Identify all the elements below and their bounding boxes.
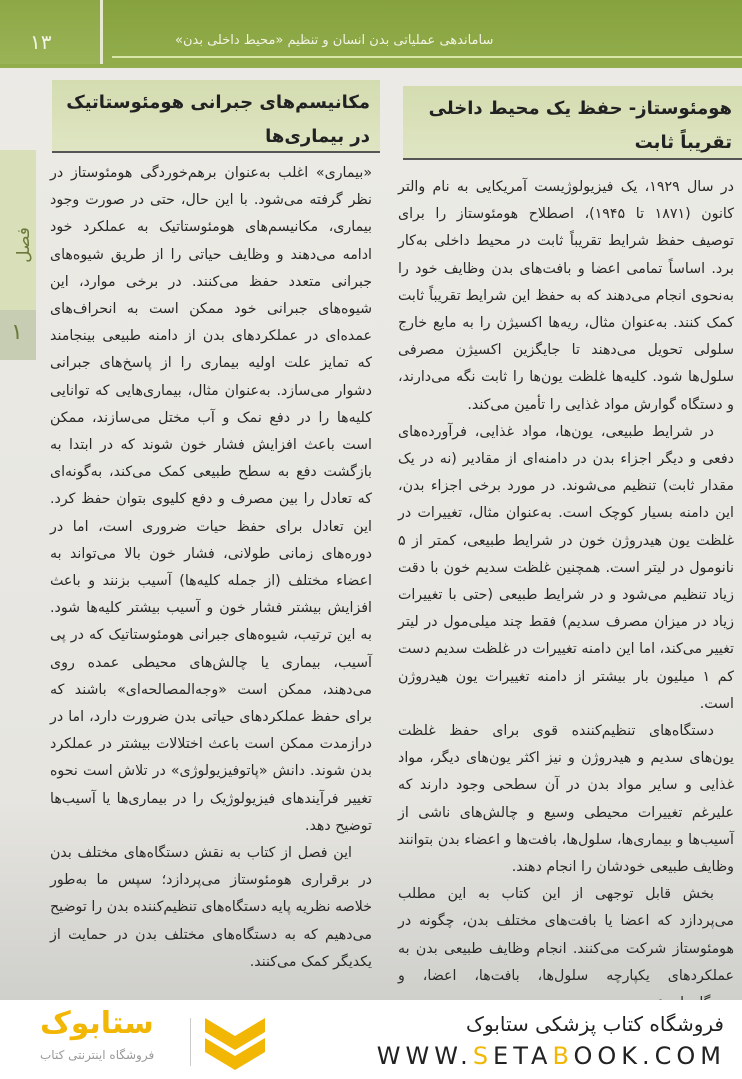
page-header-band (0, 0, 742, 68)
store-title: فروشگاه کتاب پزشکی ستابوک (466, 1012, 724, 1036)
page-number-box (0, 0, 103, 64)
logo-wordmark: ستابوک (40, 1006, 154, 1041)
chevron-logo-icon (205, 1014, 265, 1070)
logo-divider (190, 1018, 191, 1066)
watermark-footer (0, 1000, 742, 1079)
logo-subtitle: فروشگاه اینترنتی کتاب (40, 1048, 155, 1062)
paragraph: این فصل از کتاب به نقش دستگاه‌های مختلف بدن در برقراری هومئوستاز می‌پردازد؛ سپس ما به‌طور خلاصه نظریه پایه دستگاه‌های تنظیم‌کننده بدن را توضیح می‌دهیم که به دستگاه‌های مختلف بدن در حمایت از یکدیگر کمک می‌کنند. (50, 845, 372, 970)
header-rule (112, 56, 742, 58)
url-part: ETA (493, 1042, 553, 1070)
paragraph: دستگاه‌های تنظیم‌کننده قوی برای حفظ غلظت یون‌های سدیم و هیدروژن و نیز اکثر یون‌های دیگر، مواد غذایی و سایر مواد بدن در آن سطحی وجود دارند که علیرغم تغییرات محیطی وسیع و چالش‌های ناشی از آسیب‌ها و بیماری‌ها، سلول‌ها، بافت‌ها و اعضاء بدن بتوانند وظایف طبیعی خودشان را انجام دهند. (398, 723, 734, 876)
paragraph: بخش قابل توجهی از این کتاب به این مطلب می‌پردازد که اعضا یا بافت‌های مختلف بدن، چگونه در هومئوستاز شرکت می‌کنند. انجام وظایف طبیعی بدن به عملکردهای یکپارچه سلول‌ها، بافت‌ها، اعضا، و (398, 886, 734, 984)
left-column-text (50, 160, 372, 976)
running-title: ساماندهی عملیاتی بدن انسان و تنظیم «محیط داخلی بدن» (175, 33, 494, 48)
section-heading-compensatory: مکانیسم‌های جبرانی هومئوستاتیک در بیماری‌ها (52, 80, 380, 153)
chapter-tab-number: ۱ (11, 320, 23, 345)
page-number: ۱۳ (30, 30, 52, 54)
url-part: S (472, 1042, 494, 1070)
right-column-text (398, 174, 734, 1017)
url-part: WWW. (376, 1042, 473, 1070)
paragraph: در شرایط طبیعی، یون‌ها، مواد غذایی، فرآورده‌های دفعی و دیگر اجزاء بدن در دامنه‌ای از مقادیر (نه در یک مقدار ثابت) تنظیم می‌شوند. در مورد برخی اجزاء بدن، این دامنه بسیار کوچک است. به‌عنوان مثال، تغییرات در غلظت یون هیدروژن خون در شرایط طبیعی، کمتر از ۵ نانومول در لیتر است. همچنین غلظت سدیم خون با دقت زیاد تنظیم می‌شود و در شرایط طبیعی (حتی با تغییرات زیاد در میزان مصرف سدیم) فقط چند میلی‌مول در لیتر تغییر می‌کند، اما این دامنه تغییرات در غلظت سدیم دست کم ۱ میلیون بار بیشتر از دامنه تغییرات یون هیدروژن است. (398, 423, 734, 712)
paragraph: در سال ۱۹۲۹، یک فیزیولوژیست آمریکایی به نام والتر کانون (۱۸۷۱ تا ۱۹۴۵)، اصطلاح هومئوستاز را برای توصیف حفظ شرایط تقریباً ثابت در محیط داخلی به‌کار برد. اساساً تمامی اعضا و بافت‌های بدن وظایف خود را به‌نحوی انجام می‌دهند که به حفظ این شرایط تقریباً ثابت کمک کنند. به‌عنوان مثال، ریه‌ها اکسیژن را به مایع خارج سلولی تحویل می‌دهند تا جایگزین اکسیژن مصرفی سلول‌ها شود. کلیه‌ها غلظت یون‌ها را ثابت نگه می‌دارند، و دستگاه گوارش مواد غذایی را تأمین می‌کند. (398, 179, 735, 413)
url-part: B (552, 1042, 574, 1070)
store-url[interactable] (377, 1042, 726, 1070)
paragraph: «بیماری» اغلب به‌عنوان برهم‌خوردگی هومئوستاز در نظر گرفته می‌شود. با این حال، حتی در صورت وجود بیماری، مکانیسم‌های هومئوستاتیک به عملکرد خود ادامه می‌دهند و وظایف حیاتی را از طریق شیوه‌های جبرانی متعدد حفظ می‌کنند. در برخی موارد، این شیوه‌های جبرانی خود ممکن است به انحراف‌های عمده‌ای در عملکردهای بدن از دامنه طبیعی بینجامند که تمایز علت اولیه بیماری را از پاسخ‌های جبرانی دشوار می‌سازد. به‌عنوان مثال، بیماری‌هایی که توانایی کلیه‌ها را در دفع نمک و آب مختل می‌سازند، ممکن است باعث افزایش فشار خون شوند که در ابتدا به بازگشت دفع به سطح طبیعی کمک می‌کند، به‌گونه‌ای که تعادل را بین مصرف و دفع کلیوی بتوان حفظ کرد. این تعادل برای حفظ حیات ضروری است، اما در دوره‌های زمانی طولانی، فشار خون بالا می‌تواند به اعضاء مختلف (از جمله کلیه‌ها) آسیب بزنند و باعث افزایش بیشتر فشار خون و آسیب بیشتر کلیه‌ها شود. به این ترتیب، شیوه‌های جبرانی هومئوستاتیک که در پی آسیب، بیماری یا چالش‌های محیطی عمده روی می‌دهند، ممکن است «وجه‌المصالحه‌ای» باشند که برای حفظ عملکردهای حیاتی بدن ضرورت دارد، اما در درازمدت ممکن است باعث اختلالات بیشتر در عملکرد بدن شوند. دانش «پاتوفیزیولوژی» در تلاش است نحوه تغییر فرآیندهای فیزیولوژیک را در بیماری‌ها یا آسیب‌ها توضیح دهد. (50, 165, 372, 834)
section-heading-homeostasis: هومئوستاز- حفظ یک محیط داخلی تقریباً ثابت (403, 86, 742, 160)
url-part: OOK.COM (573, 1042, 726, 1070)
chapter-tab-label: فصل (13, 227, 34, 263)
